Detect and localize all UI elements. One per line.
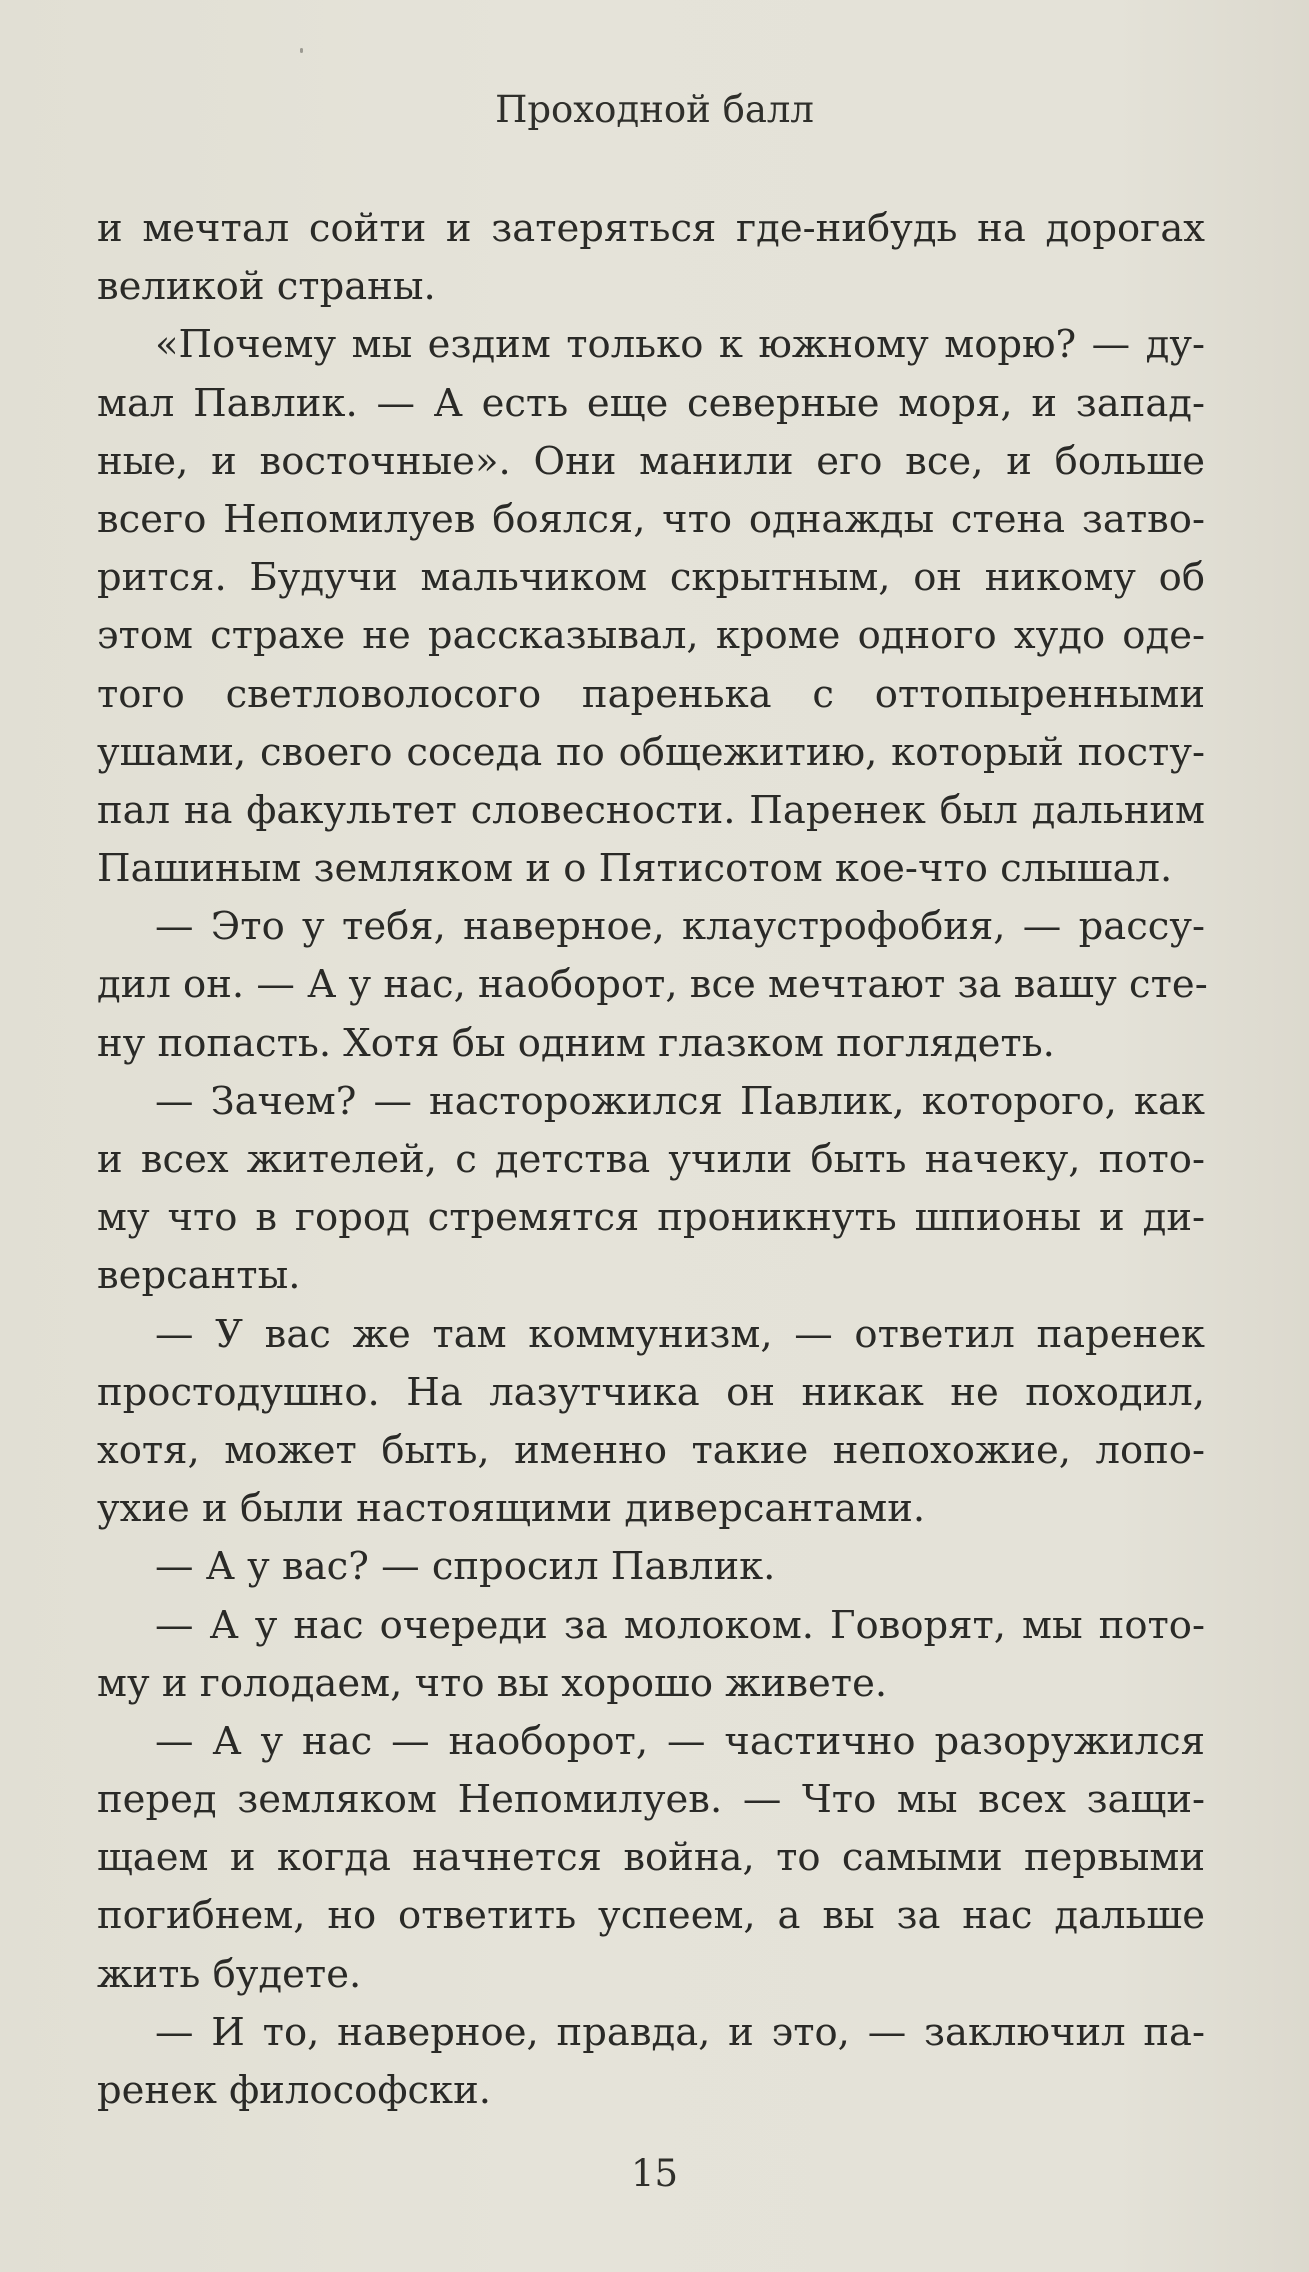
text-line: и всех жителей, с детства учили быть начеку, пото- (97, 1137, 1205, 1182)
text-line: — А у вас? — спросил Павлик. (155, 1544, 776, 1590)
running-head: Проходной балл (495, 88, 814, 131)
text-line: этом страхе не рассказывал, кроме одного худо оде- (97, 613, 1205, 659)
text-line: — Зачем? — насторожился Павлик, которого, как (155, 1078, 1205, 1124)
text-line: простодушно. На лазутчика он никак не походил, (97, 1369, 1205, 1415)
text-line: — У вас же там коммунизм, — ответил паренек (155, 1311, 1205, 1357)
text-line: ухие и были настоящими диверсантами. (97, 1486, 926, 1532)
text-line: щаем и когда начнется война, то самыми первыми (97, 1835, 1205, 1881)
text-line: «Почему мы ездим только к южному морю? — ду- (155, 322, 1205, 368)
text-line: ну попасть. Хотя бы одним глазком поглядеть. (97, 1020, 1055, 1066)
text-line: Пашиным земляком и о Пятисотом кое-что слышал. (97, 846, 1173, 892)
text-line: ные, и восточные». Они манили его все, и больше (97, 438, 1205, 484)
text-line: му что в город стремятся проникнуть шпионы и ди- (97, 1195, 1205, 1241)
text-line: — А у нас — наоборот, — частично разоружился (155, 1718, 1205, 1764)
text-line: рится. Будучи мальчиком скрытным, он никому об (97, 555, 1205, 601)
text-line: дил он. — А у нас, наоборот, все мечтают за вашу сте- (97, 962, 1208, 1008)
text-line: мал Павлик. — А есть еще северные моря, и запад- (97, 380, 1205, 426)
page-number: 15 (630, 2152, 679, 2195)
paper-speck (300, 48, 303, 53)
text-line: версанты. (97, 1253, 301, 1299)
text-line: пал на факультет словесности. Паренек был дальним (97, 787, 1205, 833)
text-line: всего Непомилуев боялся, что однажды стена затво- (97, 496, 1205, 542)
text-line: того светловолосого паренька с оттопыренными (97, 671, 1205, 717)
text-line: — Это у тебя, наверное, клаустрофобия, — рассу- (155, 904, 1205, 950)
text-line: ренек философски. (97, 2068, 492, 2113)
text-line: му и голодаем, что вы хорошо живете. (97, 1660, 888, 1706)
text-line: — А у нас очереди за молоком. Говорят, мы пото- (155, 1602, 1205, 1648)
body-text (97, 200, 1208, 2120)
text-line: ушами, своего соседа по общежитию, который посту- (97, 729, 1205, 775)
text-line: перед земляком Непомилуев. — Что мы всех защи- (97, 1777, 1205, 1823)
text-line: великой страны. (97, 264, 436, 310)
text-line: погибнем, но ответить успеем, а вы за нас дальше (97, 1893, 1205, 1939)
text-line: хотя, может быть, именно такие непохожие, лопо- (97, 1427, 1205, 1473)
text-line: жить будете. (97, 1951, 362, 1997)
text-line: и мечтал сойти и затеряться где-нибудь на дорогах (97, 206, 1205, 251)
text-line: — И то, наверное, правда, и это, — заключил па- (155, 2009, 1205, 2055)
